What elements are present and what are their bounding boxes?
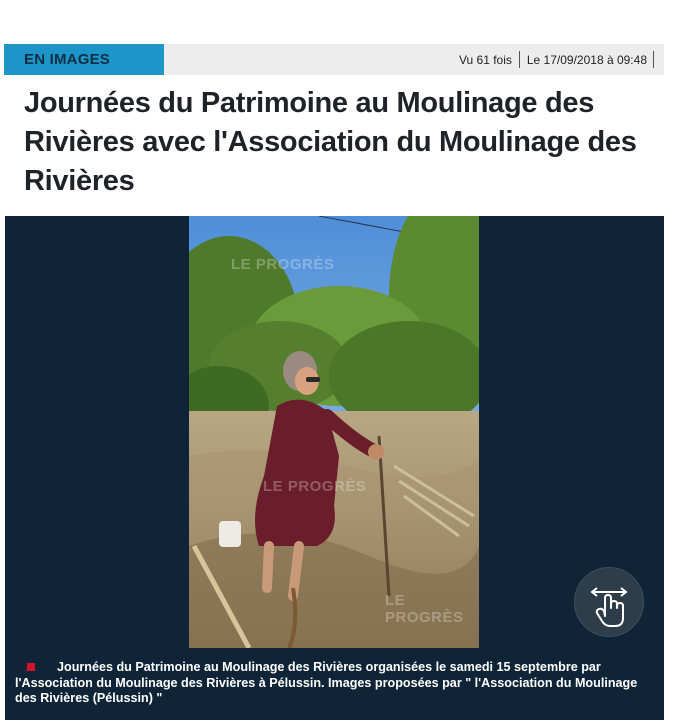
photo-watermark: LE PROGRÈS — [231, 256, 335, 273]
publish-date: Le 17/09/2018 à 09:48 — [526, 52, 647, 67]
photo-caption — [15, 660, 655, 707]
section-tag[interactable]: EN IMAGES — [4, 44, 164, 75]
photo-watermark: LE PROGRÈS — [263, 478, 367, 495]
caption-text: Journées du Patrimoine au Moulinage des Rivières organisées le samedi 15 septembre par l'Association du Moulinage des Rivières à Pélussin. Images proposées par " l'Association du Moulinage des Rivières (Pélussin) " — [15, 660, 638, 705]
gallery-photo[interactable] — [189, 216, 479, 648]
swipe-button[interactable] — [574, 567, 644, 637]
photo-gallery[interactable] — [5, 216, 664, 720]
article-meta-bar — [4, 44, 664, 75]
view-count: Vu 61 fois — [458, 52, 512, 67]
garden-photo-illustration — [189, 216, 479, 648]
swipe-hand-icon — [575, 568, 643, 636]
caption-bullet — [27, 663, 35, 671]
article-meta — [459, 44, 654, 75]
article-title: Journées du Patrimoine au Moulinage des Rivières avec l'Association du Moulinage des Rivières — [24, 87, 637, 197]
photo-watermark: LE PROGRÈS — [385, 592, 464, 626]
divider — [519, 51, 520, 68]
divider — [653, 51, 654, 68]
